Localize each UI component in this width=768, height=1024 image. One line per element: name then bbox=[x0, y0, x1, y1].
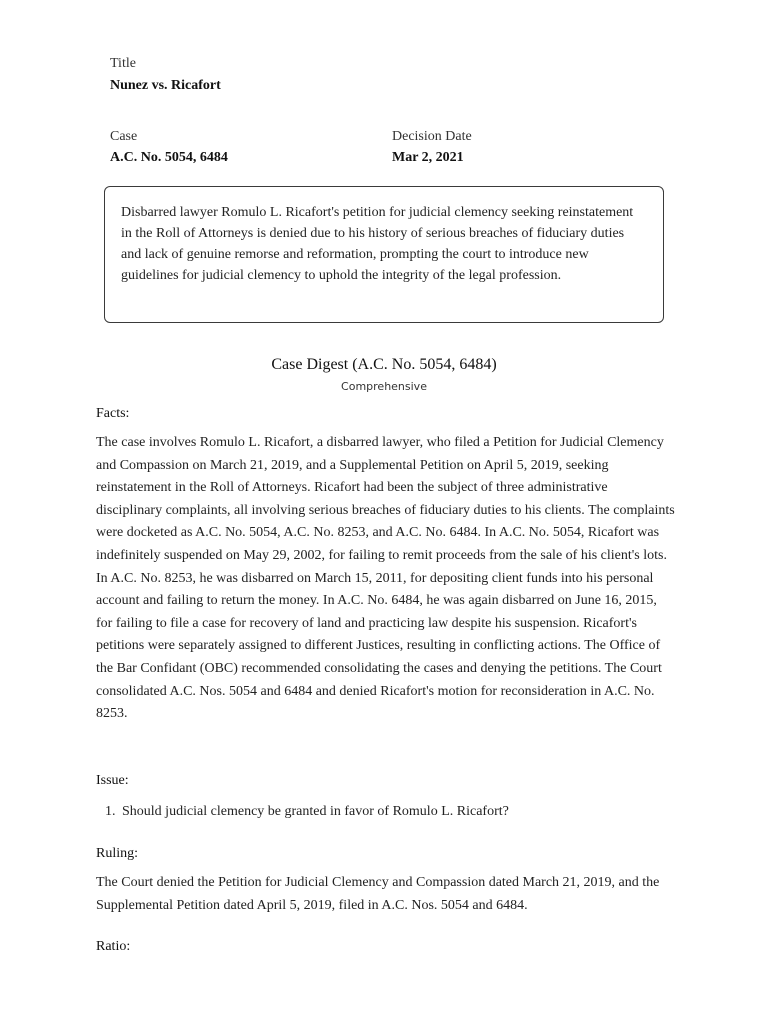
summary-box bbox=[104, 186, 664, 323]
decision-date-value: Mar 2, 2021 bbox=[392, 150, 464, 165]
decision-date-label: Decision Date bbox=[392, 129, 472, 144]
list-item bbox=[96, 801, 676, 823]
facts-heading: Facts: bbox=[96, 406, 130, 421]
ruling-heading: Ruling: bbox=[96, 846, 139, 861]
ruling-text: The Court denied the Petition for Judicial Clemency and Compassion dated March 21, 2019, and the Supplemental Petition dated April 5, 2019, filed in A.C. Nos. 5054 and 6484. bbox=[96, 875, 660, 913]
case-value: A.C. No. 5054, 6484 bbox=[110, 150, 228, 165]
title-value: Nunez vs. Ricafort bbox=[110, 78, 221, 93]
digest-title: Case Digest (A.C. No. 5054, 6484) bbox=[271, 356, 497, 373]
ratio-heading: Ratio: bbox=[96, 939, 131, 954]
issue-text: Should judicial clemency be granted in favor of Romulo L. Ricafort? bbox=[122, 804, 509, 819]
title-label: Title bbox=[110, 56, 136, 71]
digest-subtitle: Comprehensive bbox=[341, 380, 427, 393]
facts-text: The case involves Romulo L. Ricafort, a disbarred lawyer, who filed a Petition for Judicial Clemency and Compassion on March 21, 2019, and a Supplemental Petition on April 5, 2019, seeking reinstatement in the Roll of Attorneys. Ricafort had been the subject of three administrative disciplinary complaints, all involving serious breaches of fiduciary duties to his clients. The complaints were docketed as A.C. No. 5054, A.C. No. 8253, and A.C. No. 6484. In A.C. No. 5054, Ricafort was indefinitely suspended on May 29, 2002, for failing to remit proceeds from the sale of his client's lots. In A.C. No. 8253, he was disbarred on March 15, 2011, for depositing client funds into his personal account and failing to return the money. In A.C. No. 6484, he was again disbarred on June 16, 2015, for failing to file a case for recovery of land and practicing law despite his suspension. Ricafort's petitions were separately assigned to different Justices, resulting in conflicting actions. The Office of the Bar Confidant (OBC) recommended consolidating the cases and denying the petitions. The Court consolidated A.C. Nos. 5054 and 6484 and denied Ricafort's motion for reconsideration in A.C. No. 8253. bbox=[96, 435, 675, 722]
issue-heading: Issue: bbox=[96, 773, 129, 788]
issue-list bbox=[96, 801, 676, 823]
summary-text: Disbarred lawyer Romulo L. Ricafort's petition for judicial clemency seeking reinstatement in the Roll of Attorneys is denied due to his history of serious breaches of fiduciary duties and lack of genuine remorse and reformation, prompting the court to introduce new guidelines for judicial clemency to uphold the integrity of the legal profession. bbox=[121, 205, 634, 283]
issue-number: 1. bbox=[105, 804, 116, 819]
case-label: Case bbox=[110, 129, 138, 144]
